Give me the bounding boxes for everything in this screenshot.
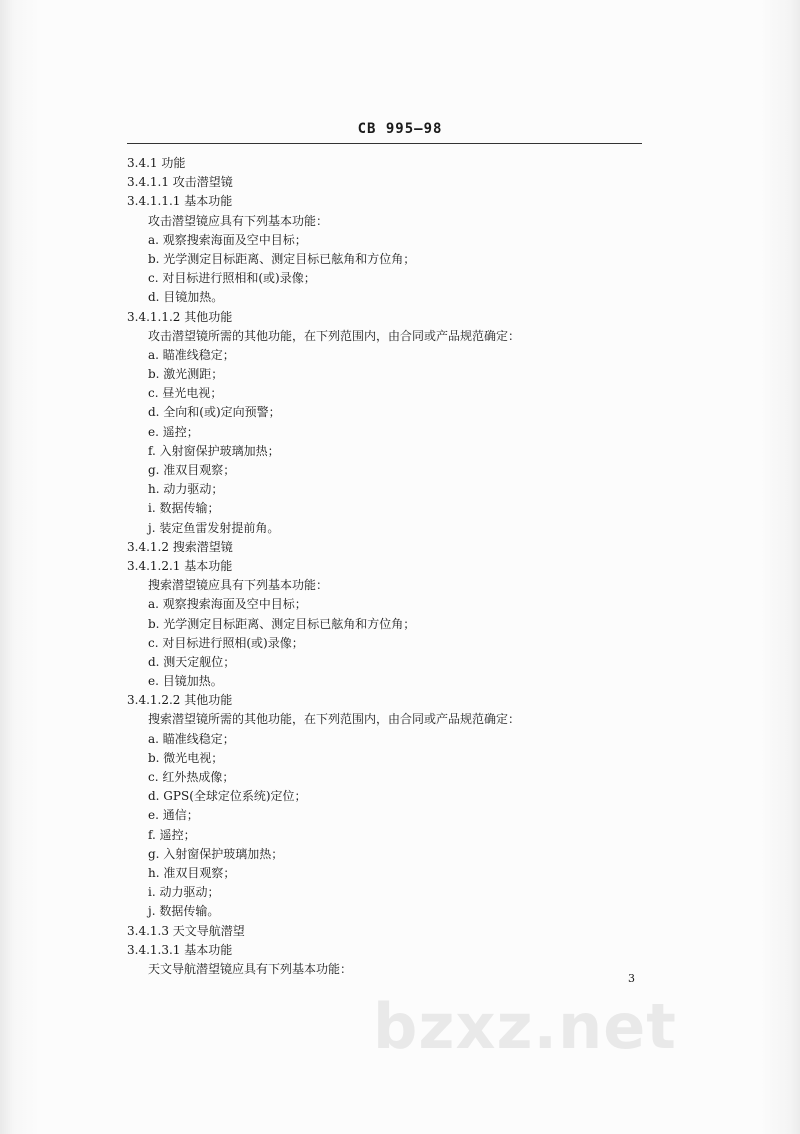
- text-line: [0, 576, 800, 595]
- text-line: [0, 634, 800, 653]
- text-line: [0, 173, 800, 192]
- text-line: [0, 461, 800, 480]
- text-line: [0, 288, 800, 307]
- list-item: a. 观察搜索海面及空中目标；: [148, 232, 307, 247]
- text-line: [0, 960, 800, 979]
- clause-heading: 3.4.1.1.1 基本功能: [127, 194, 233, 209]
- text-line: [0, 365, 800, 384]
- text-line: [0, 787, 800, 806]
- list-item: c. 红外热成像；: [148, 770, 235, 784]
- text-line: [0, 653, 800, 672]
- text-line: [0, 922, 800, 941]
- list-item: b. 激光测距；: [148, 367, 224, 382]
- paragraph: 搜索潜望镜所需的其他功能，在下列范围内，由合同或产品规范确定：: [148, 712, 521, 727]
- text-line: [0, 346, 800, 365]
- text-line: [0, 308, 800, 327]
- text-line: [0, 192, 800, 211]
- list-item: a. 瞄准线稳定；: [148, 731, 235, 746]
- paragraph: 搜索潜望镜应具有下列基本功能：: [148, 578, 329, 593]
- list-item: a. 瞄准线稳定；: [148, 347, 235, 362]
- list-item: j. 装定鱼雷发射提前角。: [148, 520, 280, 535]
- text-line: [0, 538, 800, 557]
- text-line: [0, 231, 800, 250]
- text-line: [0, 384, 800, 403]
- text-line: [0, 250, 800, 269]
- text-line: [0, 403, 800, 422]
- text-line: [0, 423, 800, 442]
- clause-heading: 3.4.1.2.2 其他功能: [127, 693, 233, 708]
- text-line: [0, 480, 800, 499]
- text-line: [0, 269, 800, 288]
- list-item: e. 目镜加热。: [148, 674, 223, 689]
- list-item: i. 动力驱动；: [148, 885, 220, 900]
- clause-heading: 3.4.1.3.1 基本功能: [127, 942, 233, 957]
- document-body: [0, 154, 800, 979]
- text-line: [0, 212, 800, 231]
- list-item: f. 遥控；: [148, 827, 196, 842]
- text-line: [0, 615, 800, 634]
- list-item: i. 数据传输；: [148, 501, 220, 516]
- list-item: b. 微光电视；: [148, 750, 224, 765]
- list-item: e. 遥控；: [148, 424, 199, 439]
- paragraph: 攻击潜望镜应具有下列基本功能：: [148, 213, 329, 228]
- text-line: [0, 864, 800, 883]
- watermark: bzxz.net: [373, 990, 677, 1063]
- clause-heading: 3.4.1.1.2 其他功能: [127, 309, 233, 324]
- text-line: [0, 442, 800, 461]
- text-line: [0, 806, 800, 825]
- text-line: [0, 710, 800, 729]
- text-line: [0, 902, 800, 921]
- list-item: f. 入射窗保护玻璃加热；: [148, 443, 280, 458]
- list-item: g. 入射窗保护玻璃加热；: [148, 846, 284, 861]
- text-line: [0, 519, 800, 538]
- list-item: d. 测天定舰位；: [148, 654, 236, 669]
- list-item: c. 对目标进行照相和(或)录像；: [148, 271, 316, 286]
- subsection-heading: 3.4.1.1 攻击潜望镜: [127, 175, 233, 190]
- list-item: h. 动力驱动；: [148, 482, 224, 497]
- page-number: 3: [628, 972, 635, 985]
- list-item: d. 全向和(或)定向预警；: [148, 405, 281, 420]
- clause-heading: 3.4.1.2.1 基本功能: [127, 558, 233, 573]
- list-item: d. GPS(全球定位系统)定位；: [148, 789, 307, 804]
- text-line: [0, 327, 800, 346]
- text-line: [0, 691, 800, 710]
- section-heading: 3.4.1 功能: [127, 156, 186, 170]
- text-line: [0, 826, 800, 845]
- text-line: [0, 768, 800, 787]
- paragraph: 天文导航潜望镜应具有下列基本功能：: [148, 961, 353, 976]
- paragraph: 攻击潜望镜所需的其他功能，在下列范围内，由合同或产品规范确定：: [148, 328, 521, 343]
- list-item: c. 对目标进行照相(或)录像；: [148, 635, 304, 650]
- list-item: j. 数据传输。: [148, 904, 220, 919]
- text-line: [0, 749, 800, 768]
- list-item: c. 昼光电视；: [148, 386, 223, 401]
- list-item: a. 观察搜索海面及空中目标；: [148, 597, 307, 612]
- document-code-header: CB 995—98: [357, 121, 443, 137]
- subsection-heading: 3.4.1.3 天文导航潜望: [127, 923, 245, 938]
- text-line: [0, 883, 800, 902]
- header-rule: [127, 143, 642, 144]
- text-line: [0, 557, 800, 576]
- text-line: [0, 154, 800, 173]
- text-line: [0, 499, 800, 518]
- list-item: g. 准双目观察；: [148, 463, 236, 477]
- list-item: b. 光学测定目标距离、测定目标已舷角和方位角；: [148, 616, 416, 631]
- list-item: d. 目镜加热。: [148, 290, 224, 305]
- subsection-heading: 3.4.1.2 搜索潜望镜: [127, 539, 233, 554]
- text-line: [0, 845, 800, 864]
- list-item: b. 光学测定目标距离、测定目标已舷角和方位角；: [148, 251, 416, 266]
- text-line: [0, 672, 800, 691]
- text-line: [0, 730, 800, 749]
- text-line: [0, 941, 800, 960]
- list-item: h. 准双目观察；: [148, 865, 236, 880]
- text-line: [0, 595, 800, 614]
- list-item: e. 通信；: [148, 808, 199, 823]
